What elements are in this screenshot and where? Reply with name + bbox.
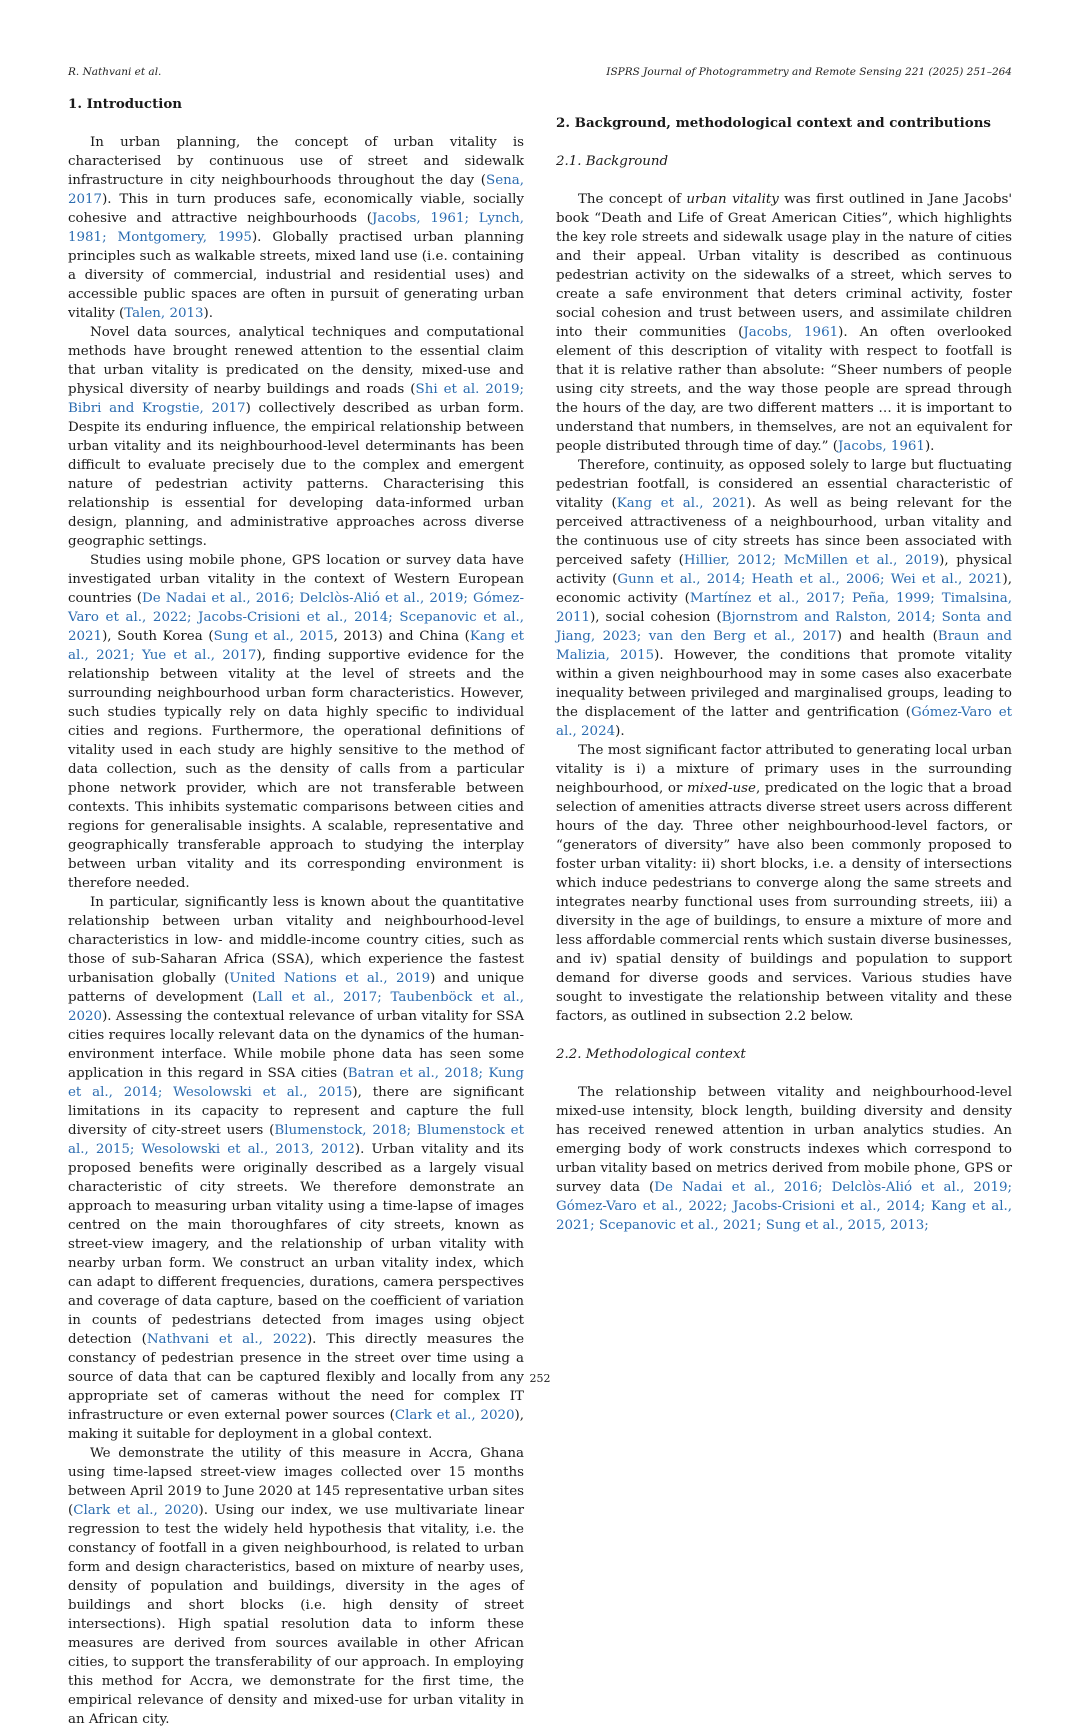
emphasis: mixed-use <box>686 781 756 796</box>
text: ). As well as being relevant for the perceived attractiveness of a neighbourhood, urban vitality and the continuous use of city streets has since been associated with perceived safety ( <box>556 496 1012 568</box>
citation-link[interactable]: Lall et al., 2017; Taubenböck et al., 2020 <box>68 990 524 1024</box>
text: ), making it suitable for deployment in a global context. <box>68 1408 524 1442</box>
text: Novel data sources, analytical techniques and computational methods have brought renewed attention to the essential claim that urban vitality is predicated on the density, mixed-use and physical diversity of nearby buildings and roads ( <box>68 325 524 397</box>
text: The relationship between vitality and neighbourhood-level mixed-use intensity, block length, building diversity and density has received renewed attention in urban analytics studies. An emerging body of work constructs indexes which correspond to urban vitality based on metrics derived from mobile phone, GPS or survey data ( <box>556 1085 1012 1195</box>
text: Therefore, continuity, as opposed solely to large but fluctuating pedestrian footfall, is considered an essential characteristic of vitality ( <box>556 458 1012 511</box>
text: ). However, the conditions that promote vitality within a given neighbourhood may in some cases also exacerbate inequality between privileged and marginalised groups, leading to the displacement of the latter and gentrification ( <box>556 648 1012 720</box>
text: , 2013) and China ( <box>333 629 470 644</box>
text: ), South Korea ( <box>102 629 214 644</box>
citation-link[interactable]: United Nations et al., 2019 <box>229 971 431 986</box>
text: The concept of <box>578 192 687 207</box>
right-column <box>556 95 1012 1235</box>
text: Studies using mobile phone, GPS location or survey data have investigated urban vitality in the context of Western European countries ( <box>68 553 524 606</box>
text: ). Assessing the contextual relevance of urban vitality for SSA cities requires locally relevant data on the dynamics of the human-environment interface. While mobile phone data has seen some application in this regard in SSA cities ( <box>68 1009 524 1081</box>
citation-link[interactable]: Jacobs, 1961 <box>838 439 925 454</box>
text: ), physical activity ( <box>556 553 1012 587</box>
running-head <box>68 66 1012 82</box>
text: In particular, significantly less is known about the quantitative relationship between urban vitality and neighbourhood-level characteristics in low- and middle-income country cities, such as those of sub-Saharan Africa (SSA), which experience the fastest urbanisation globally ( <box>68 895 524 986</box>
text: , predicated on the logic that a broad selection of amenities attracts diverse street users across different hours of the day. Three other neighbourhood-level factors, or “generators of diversity” have also been commonly proposed to foster urban vitality: ii) short blocks, i.e. a density of intersections which induce pedestrians to converge along the same streets and integrates nearby functional uses from surrounding streets, iii) a diversity in the age of buildings, to ensure a mixture of more and less affordable commercial rents which sustain diverse businesses, and iv) spatial density of buildings and population to support demand for diverse goods and services. Various studies have sought to investigate the relationship between vitality and these factors, as outlined in subsection 2.2 below. <box>556 781 1012 1024</box>
paragraph-methodological-1 <box>556 1083 1012 1235</box>
citation-link[interactable]: Bjornstrom and Ralston, 2014; Sonta and Jiang, 2023; van den Berg et al., 2017 <box>556 610 1012 644</box>
text: ). Globally practised urban planning principles such as walkable streets, mixed land use (i.e. containing a diversity of commercial, industrial and residential uses) and accessible public spaces are often in pursuit of generating urban vitality ( <box>68 230 524 321</box>
citation-link[interactable]: Nathvani et al., 2022 <box>146 1332 307 1347</box>
text: ), social cohesion ( <box>590 610 722 625</box>
section-heading-introduction: 1. Introduction <box>68 96 183 112</box>
page-number: 252 <box>529 1372 551 1385</box>
text: ) collectively described as urban form. Despite its enduring influence, the empirical relationship between urban vitality and its neighbourhood-level determinants has been difficult to evaluate precisely due to the complex and emergent nature of pedestrian activity patterns. Characterising this relationship is essential for developing data-informed urban design, planning, and administrative approaches across diverse geographic settings. <box>68 401 524 549</box>
paragraph-intro-4 <box>68 893 524 1444</box>
text: ), economic activity ( <box>556 572 1013 606</box>
left-column <box>68 95 524 1729</box>
text: ). <box>203 306 214 321</box>
paragraph-background-3 <box>556 741 1012 1026</box>
citation-link[interactable]: Batran et al., 2018; Kung et al., 2014; Wesolowski et al., 2015 <box>68 1066 524 1100</box>
text: We demonstrate the utility of this measure in Accra, Ghana using time-lapsed street-view images collected over 15 months between April 2019 to June 2020 at 145 representative urban sites ( <box>68 1446 524 1518</box>
citation-link[interactable]: Gunn et al., 2014; Heath et al., 2006; Wei et al., 2021 <box>617 572 1003 587</box>
paragraph-intro-5 <box>68 1444 524 1729</box>
running-head-journal: ISPRS Journal of Photogrammetry and Remote Sensing 221 (2025) 251–264 <box>606 66 1012 78</box>
citation-link[interactable]: Sena, 2017 <box>68 173 524 207</box>
text: The most significant factor attributed to generating local urban vitality is i) a mixture of primary uses in the surrounding neighbourhood, or <box>556 743 1012 796</box>
subsection-heading-methodological-context: 2.2. Methodological context <box>556 1047 746 1062</box>
emphasis: urban vitality <box>686 192 779 207</box>
section-heading-background: 2. Background, methodological context and contributions <box>556 115 991 131</box>
text: ). This in turn produces safe, economically viable, socially cohesive and attractive neighbourhoods ( <box>68 192 524 226</box>
paragraph-background-2 <box>556 456 1012 741</box>
running-head-authors: R. Nathvani et al. <box>68 66 162 78</box>
citation-link[interactable]: De Nadai et al., 2016; Delclòs-Alió et al., 2019; Gómez-Varo et al., 2022; Jacobs-Crisioni et al., 2014; Kang et al., 2021; Scepanovic et al., 2021; Sung et al., 2015, 2013; <box>556 1180 1012 1233</box>
subsection-heading-background: 2.1. Background <box>556 154 669 169</box>
text: ). An often overlooked element of this description of vitality with respect to footfall is that it is relative rather than absolute: “Sheer numbers of people using city streets, and the way those people are spread through the hours of the day, are two different matters … it is important to understand that numbers, in themselves, are not an equivalent for people distributed through time of day.” ( <box>556 325 1013 454</box>
citation-link[interactable]: Hillier, 2012; McMillen et al., 2019 <box>683 553 940 568</box>
paragraph-intro-3 <box>68 551 524 893</box>
citation-link[interactable]: Jacobs, 1961; Lynch, 1981; Montgomery, 1995 <box>68 211 524 245</box>
text: ). Urban vitality and its proposed benefits were originally described as a largely visual characteristic of city streets. We therefore demonstrate an approach to measuring urban vitality using a time-lapse of images centred on the main thoroughfares of city streets, known as street-view imagery, and the relationship of urban vitality with nearby urban form. We construct an urban vitality index, which can adapt to different frequencies, durations, camera perspectives and coverage of data capture, based on the coefficient of variation in counts of pedestrians detected from images using object detection ( <box>68 1142 525 1347</box>
citation-link[interactable]: Blumenstock, 2018; Blumenstock et al., 2015; Wesolowski et al., 2013, 2012 <box>68 1123 524 1157</box>
text: ). <box>924 439 935 454</box>
citation-link[interactable]: Clark et al., 2020 <box>73 1503 199 1518</box>
citation-link[interactable]: Talen, 2013 <box>124 306 204 321</box>
paragraph-background-1 <box>556 190 1012 456</box>
text: ), finding supportive evidence for the relationship between vitality at the level of streets and the surrounding neighbourhood urban form characteristics. However, such studies typically rely on data highly specific to individual cities and regions. Furthermore, the operational definitions of vitality used in each study are highly sensitive to the method of data collection, such as the density of calls from a particular phone network provider, which are not transferable between contexts. This inhibits systematic comparisons between cities and regions for generalisable insights. A scalable, representative and geographically transferable approach to studying the interplay between urban vitality and its corresponding environment is therefore needed. <box>68 648 524 891</box>
text: In urban planning, the concept of urban vitality is characterised by continuous use of street and sidewalk infrastructure in city neighbourhoods throughout the day ( <box>68 135 524 188</box>
paragraph-intro-1 <box>68 133 524 323</box>
citation-link[interactable]: Braun and Malizia, 2015 <box>556 629 1012 663</box>
text: ). Using our index, we use multivariate linear regression to test the widely held hypothesis that vitality, i.e. the constancy of footfall in a given neighbourhood, is related to urban form and design characteristics, based on mixture of nearby uses, density of population and buildings, diversity in the ages of buildings and short blocks (i.e. high density of street intersections). High spatial resolution data to inform these measures are derived from sources available in other African cities, to support the transferability of our approach. In employing this method for Accra, we demonstrate for the first time, the empirical relevance of density and mixed-use for urban vitality in an African city. <box>68 1503 524 1727</box>
citation-link[interactable]: Clark et al., 2020 <box>394 1408 515 1423</box>
text: ) and health ( <box>836 629 938 644</box>
text: ). This directly measures the constancy of pedestrian presence in the street over time using a source of data that can be captured flexibly and locally from any appropriate set of cameras without the need for complex IT infrastructure or even external power sources ( <box>68 1332 524 1423</box>
text: ) and unique patterns of development ( <box>68 971 525 1005</box>
text: was first outlined in Jane Jacobs' book “Death and Life of Great American Cities”, which highlights the key role streets and sidewalk usage play in the nature of cities and their appeal. Urban vitality is described as continuous pedestrian activity on the sidewalks of a street, which serves to create a safe environment that deters criminal activity, foster social cohesion and trust between users, and assimilate children into their communities ( <box>556 192 1013 340</box>
text: ). <box>615 724 625 739</box>
text: ), there are significant limitations in its capacity to represent and capture the full diversity of city-street users ( <box>68 1085 525 1138</box>
citation-link[interactable]: De Nadai et al., 2016; Delclòs-Alió et al., 2019; Gómez-Varo et al., 2022; Jacobs-Crisioni et al., 2014; Scepanovic et al., 2021 <box>68 591 524 644</box>
citation-link[interactable]: Gómez-Varo et al., 2024 <box>556 705 1013 739</box>
citation-link[interactable]: Kang et al., 2021; Yue et al., 2017 <box>68 629 524 663</box>
citation-link[interactable]: Sung et al., 2015 <box>213 629 334 644</box>
citation-link[interactable]: Shi et al. 2019; Bibri and Krogstie, 2017 <box>68 382 524 416</box>
citation-link[interactable]: Kang et al., 2021 <box>616 496 747 511</box>
citation-link[interactable]: Jacobs, 1961 <box>743 325 839 340</box>
paragraph-intro-2 <box>68 323 524 551</box>
citation-link[interactable]: Martínez et al., 2017; Peña, 1999; Timalsina, 2011 <box>556 591 1012 625</box>
